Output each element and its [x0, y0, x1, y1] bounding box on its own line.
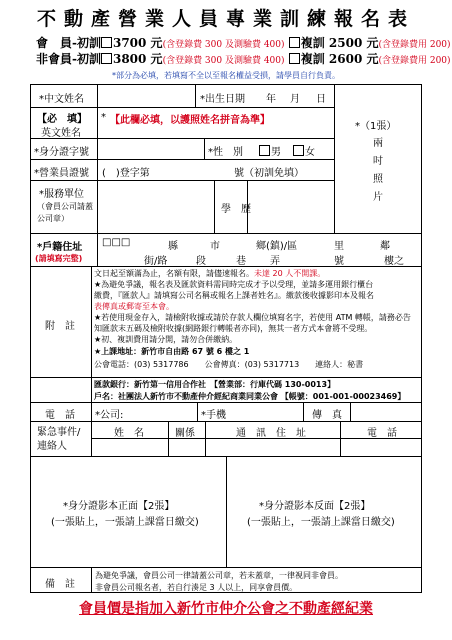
label-cell-fax: 傳 真 [303, 402, 351, 422]
remarks-box: 文日起至額滿為止，名額有限，請儘速報名。未達 20 人不開課。 ★為避免爭議，報名表及匯款資料需同時完成才予以受理，並請多運用銀行櫃台 繳費，『匯款人』請填寫公司名稱或報名上課者姓名』。繳款後收據影印本及報名 表傳真或郵寄至本會。 ★若使用現金存入，請檢附收據或請於存款人欄位填寫名字，若使用 ATM 轉帳，請務必告 知匯款末五碼及檢附收據(網路銀行轉帳者亦同)，無其一者方式本會將不受理。 ★初、複訓費用請分開，請勿合併繳納。 ★上課地址：新竹市自由路 67 號 6 樓之 1 公會電話：(03) 5317786 公會傳真：(03) 5317713 連絡人：秘書 [91, 266, 422, 378]
mobile-field[interactable]: *手機 [197, 402, 304, 422]
chinese-name-field[interactable] [97, 84, 196, 108]
label-cell-company: *服務單位 （會員公司請蓋公司章） [30, 180, 98, 234]
license-field[interactable]: ( )登字第 號（初訓免填） [97, 159, 335, 181]
checkbox-member-initial[interactable] [101, 37, 112, 48]
emergency-name-field[interactable] [91, 438, 169, 457]
label-cell-emergency: 緊急事件/連絡人 [30, 421, 92, 457]
label-cell-english-name: 【必 填】 英文姓名 [30, 107, 98, 139]
label-cell-id-number: *身分證字號 [30, 138, 98, 160]
form-title: 不動產營業人員專業訓練報名表 [36, 8, 415, 30]
emergency-col-address: 通 訊 住 址 [205, 421, 341, 439]
address-field[interactable]: □□□ 縣 市 鄉(鎮)/區 里 鄰 街/路 段 巷 弄 號 樓之 [97, 233, 422, 267]
emergency-col-phone: 電 話 [340, 421, 422, 439]
label-cell-address: *戶籍住址 (請填寫完整) [30, 233, 98, 267]
id-front-box[interactable]: *身分證影本正面【2張】 (一張貼上，一張請上課當日繳交) [30, 456, 227, 568]
footer-note: 會員價是指加入新竹市仲介公會之不動產經紀業 [79, 601, 373, 617]
fee-row-nonmember: 非會員-初訓 3800 元(含登錄費 300 及測驗費 400) 複訓 2600 元(含登錄費用 200) [36, 52, 451, 66]
fee-label: 非會員-初訓 [36, 52, 101, 66]
photo-box[interactable]: *（1張） 兩吋照片 [334, 84, 422, 234]
birth-date-field[interactable]: *出生日期 年 月 日 [195, 84, 335, 108]
fee-label: 會 員-初訓 [36, 36, 101, 50]
english-name-field[interactable]: * 【此欄必填，以護照姓名拼音為準】 [97, 107, 335, 139]
label-cell-remarks: 附 註 [30, 266, 92, 378]
checkbox-member-repeat[interactable] [289, 37, 300, 48]
id-back-box[interactable]: *身分證影本反面【2張】 (一張貼上，一張請上課當日繳交) [226, 456, 422, 568]
checkbox-female[interactable] [293, 145, 304, 156]
emergency-address-field[interactable] [205, 438, 341, 457]
gender-field: *性 別 男 女 [204, 138, 335, 160]
emergency-col-name: 姓 名 [91, 421, 169, 439]
required-notice: *部分為必填，若填寫不全以至報名權益受損，請學員自行負責。 [112, 71, 340, 80]
label-cell-phone: 電 話 [30, 402, 92, 422]
label-cell-education: 學 歷 [214, 180, 248, 234]
fax-field[interactable] [350, 402, 422, 422]
label-cell-chinese-name: *中文姓名 [30, 84, 98, 108]
checkbox-male[interactable] [259, 145, 270, 156]
fee-row-member: 會 員-初訓 3700 元(含登錄費 300 及測驗費 400) 複訓 2500 元(含登錄費用 200) [36, 36, 451, 50]
company-field[interactable] [97, 180, 215, 234]
id-number-field[interactable] [97, 138, 205, 160]
bank-label-cell [30, 377, 92, 403]
emergency-col-relation: 關係 [168, 421, 206, 439]
emergency-relation-field[interactable] [168, 438, 206, 457]
bank-info: 匯款銀行：新竹第一信用合作社 【營業部：行庫代碼 130-0013】 戶名：社團法人新竹市不動產仲介經紀商業同業公會 【帳號：001-001-00023469】 [91, 377, 422, 403]
company-phone-field[interactable]: *公司: [91, 402, 198, 422]
memo-box: 為避免爭議，會員公司一律請蓋公司章，若未蓋章，一律視同非會員。 非會員公司報名者，若自行湊足 3 人以上，同享會員價。 [91, 567, 422, 593]
checkbox-nonmember-repeat[interactable] [289, 53, 300, 64]
label-cell-memo: 備 註 [30, 567, 92, 593]
label-cell-license: *營業員證號 [30, 159, 98, 181]
checkbox-nonmember-initial[interactable] [101, 53, 112, 64]
emergency-phone-field[interactable] [340, 438, 422, 457]
education-field[interactable] [247, 180, 335, 234]
